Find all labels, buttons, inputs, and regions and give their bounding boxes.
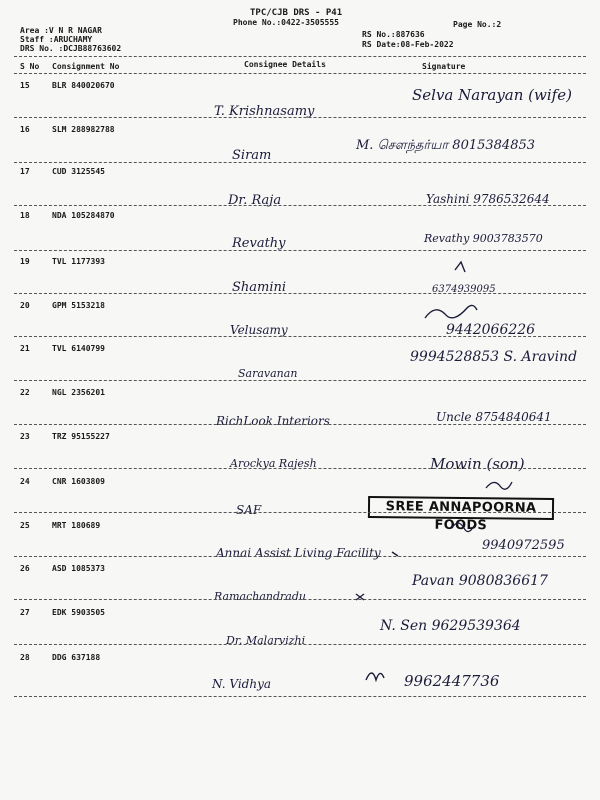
signature-stroke <box>425 305 477 318</box>
row-24-consignment: CNR 1603809 <box>52 477 105 486</box>
row-28-consignment: DDG 637188 <box>52 653 101 662</box>
row-19-consignee: Shamini <box>232 280 287 295</box>
row-28-signature: 9962447736 <box>404 672 500 690</box>
row-16-consignee: Siram <box>232 148 272 163</box>
row-19-number: 19 <box>20 257 30 266</box>
signature-stroke <box>392 552 398 556</box>
signature-stroke <box>452 523 474 532</box>
row-28-number: 28 <box>20 653 30 662</box>
company-stamp: SREE ANNAPOORNA FOODS <box>368 496 554 520</box>
row-19-signature: 6374939095 <box>432 284 496 295</box>
row-21-signature: 9994528853 S. Aravind <box>410 349 578 365</box>
row-18-consignment: NDA 105284870 <box>52 211 115 220</box>
row-20-number: 20 <box>20 301 30 310</box>
row-25-signature: 9940972595 <box>482 538 565 553</box>
column-consignee: Consignee Details <box>244 60 326 69</box>
row-27-number: 27 <box>20 608 30 617</box>
staff-label: Staff :ARUCHAMY <box>20 35 93 44</box>
column-s-no: S No <box>20 62 40 71</box>
row-18-signature: Revathy 9003783570 <box>424 232 543 245</box>
signature-stroke <box>356 594 364 600</box>
row-17-consignee: Dr. Raja <box>228 193 282 208</box>
row-22-number: 22 <box>20 388 30 397</box>
drs-number: DRS No. :DCJB88763602 <box>20 44 122 53</box>
row-16-signature: M. சௌந்தர்யா 8015384853 <box>356 138 536 153</box>
signature-stroke <box>366 673 384 680</box>
row-23-consignment: TRZ 95155227 <box>52 432 110 441</box>
page-number: Page No.:2 <box>453 20 502 29</box>
row-24-number: 24 <box>20 477 30 486</box>
row-19-consignment: TVL 1177393 <box>52 257 105 266</box>
signature-stroke <box>455 262 465 272</box>
row-25-consignment: MRT 180689 <box>52 521 101 530</box>
row-27-consignee: Dr. Malarvizhi <box>226 634 306 647</box>
row-21-number: 21 <box>20 344 30 353</box>
row-25-number: 25 <box>20 521 30 530</box>
row-22-signature: Uncle 8754840641 <box>436 410 552 424</box>
row-22-consignee: RichLook Interiors <box>216 414 330 428</box>
row-28-consignee: N. Vidhya <box>212 677 271 691</box>
row-26-number: 26 <box>20 564 30 573</box>
column-signature: Signature <box>422 62 466 71</box>
rs-date: RS Date:08-Feb-2022 <box>362 40 454 49</box>
row-21-consignment: TVL 6140799 <box>52 344 105 353</box>
row-16-consignment: SLM 288982788 <box>52 125 115 134</box>
row-17-signature: Yashini 9786532644 <box>426 192 550 206</box>
row-23-consignee: Arockya Rajesh <box>230 457 317 470</box>
area-label: Area :V N R NAGAR <box>20 26 102 35</box>
row-25-consignee: Annai Assist Living Facility <box>216 546 381 560</box>
signature-stroke <box>486 482 512 489</box>
row-27-consignment: EDK 5903505 <box>52 608 105 617</box>
row-20-consignment: GPM 5153218 <box>52 301 105 310</box>
row-20-signature: 9442066226 <box>446 322 536 338</box>
row-15-consignment: BLR 840020670 <box>52 81 115 90</box>
row-26-consignment: ASD 1085373 <box>52 564 105 573</box>
row-21-consignee: Saravanan <box>238 367 298 380</box>
row-16-number: 16 <box>20 125 30 134</box>
row-18-consignee: Revathy <box>232 236 286 251</box>
row-27-signature: N. Sen 9629539364 <box>380 618 521 634</box>
row-17-consignment: CUD 3125545 <box>52 167 105 176</box>
row-17-number: 17 <box>20 167 30 176</box>
rs-number: RS No.:887636 <box>362 30 425 39</box>
phone-number: Phone No.:0422-3505555 <box>233 18 339 27</box>
row-26-consignee: Ramachandradu <box>214 590 306 603</box>
row-22-consignment: NGL 2356201 <box>52 388 105 397</box>
row-15-consignee: T. Krishnasamy <box>214 104 315 119</box>
column-consignment: Consignment No <box>52 62 120 71</box>
row-20-consignee: Velusamy <box>230 323 288 337</box>
document-title: TPC/CJB DRS - P41 <box>250 8 343 18</box>
row-24-consignee: SAF <box>236 503 262 517</box>
row-23-number: 23 <box>20 432 30 441</box>
row-18-number: 18 <box>20 211 30 220</box>
row-15-number: 15 <box>20 81 30 90</box>
row-15-signature: Selva Narayan (wife) <box>412 86 572 104</box>
row-26-signature: Pavan 9080836617 <box>412 573 548 589</box>
row-23-signature: Mowin (son) <box>430 455 525 473</box>
